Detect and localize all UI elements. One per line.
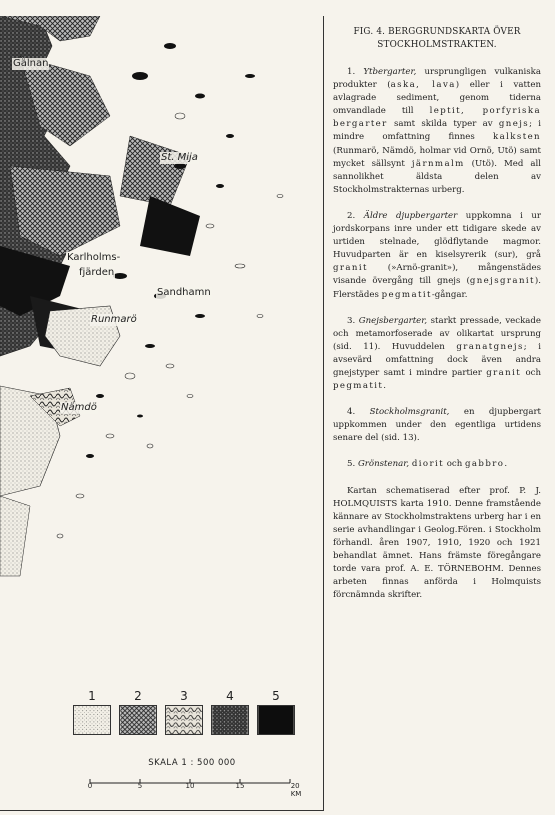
legend-item-1: 1 bbox=[72, 689, 112, 739]
scale-tick: 20 KM bbox=[290, 782, 302, 798]
legend-swatch-black bbox=[257, 705, 295, 735]
legend-item-2: 2 bbox=[118, 689, 158, 739]
geological-map bbox=[0, 16, 324, 811]
paragraph-2: 2. Äldre djupbergarter uppkomna i ur jordskorpans inre under ett tidigare skede av urtiden stelnade, glödflytande magmor. Huvudparten är en kiselsyrerik (sur), grå granit (»Arnö-granit»), mångenstädes visande övergång till gnejs (gnejsgranit). Flerstädes pegmatit-gångar. bbox=[333, 210, 542, 300]
place-fjarden: fjärden bbox=[79, 267, 115, 278]
place-namdo: Nämdö bbox=[61, 402, 97, 413]
paragraph-1: 1. Ytbergarter, ursprungligen vulkaniska produkter (aska, lava) eller i vatten avlagrade sediment, genom tiderna omvandlade till leptit, porfyriska bergarter samt skilda typer av gnejs; i mindre omfattning finnes kalksten (Runmarö, Nämdö, holmar vid Ornö, Utö) samt mycket sällsynt järnmalm (Utö). Med all sannolikhet äldsta delen av Stockholmstrakternas urberg. bbox=[333, 67, 542, 195]
place-galnan: Gälnan bbox=[13, 58, 49, 69]
place-runmaro: Runmarö bbox=[91, 314, 137, 325]
paragraph-3: 3. Gnejsbergarter, starkt pressade, veckade och metamorfoserade av olikartat ursprung (sid. 11). Huvuddelen granatgnejs; i avsevärd omfattning dock även andra gnejstyper samt i mindre partier granit och pegmatit. bbox=[333, 315, 541, 392]
place-st-mija: St. Mija bbox=[161, 152, 198, 163]
place-karlholms: Karlholms- bbox=[67, 252, 121, 263]
scale-tick: 0 bbox=[87, 782, 93, 790]
paragraph-6: Kartan schematiserad efter prof. P. J. HOLMQUISTS karta 1910. Denne framstående kännare av Stockholmstraktens urberg har i en serie avhandlingar i Geolog.Fören. i Stockholm förhandl. åren 1907, 1910, 1920 och 1921 behandlat ämnet. Hans främste föregångare torde vara prof. A. E. TÖRNEBOHM. Dennes arbeten finnas anförda i Holmquists förcnämnda skrifter. bbox=[333, 485, 541, 601]
scale-tick: 10 bbox=[185, 782, 195, 790]
legend-swatch-dark bbox=[211, 705, 249, 735]
scale-bar bbox=[86, 772, 306, 800]
legend-item-5: 5 bbox=[256, 689, 296, 739]
legend-item-3: 3 bbox=[164, 689, 204, 739]
legend-text-column bbox=[333, 20, 541, 615]
legend-swatch-swirl bbox=[165, 705, 203, 735]
legend-item-4: 4 bbox=[210, 689, 250, 739]
scale-title: SKALA 1 : 500 000 bbox=[148, 758, 236, 768]
scale-tick: 15 bbox=[235, 782, 245, 790]
map-legend bbox=[72, 689, 322, 739]
figure-caption: FIG. 4. BERGGRUNDSKARTA ÖVER STOCKHOLMSTRAKTEN. bbox=[353, 27, 521, 50]
legend-swatch-crosshatch bbox=[119, 705, 157, 735]
scale-line bbox=[86, 777, 306, 787]
place-sandhamn: Sandhamn bbox=[157, 287, 211, 298]
paragraph-5: 5. Grönstenar, diorit och gabbro. bbox=[347, 459, 508, 470]
paragraph-4: 4. Stockholmsgranit, en djupbergart uppkommen under den egentliga urtidens senare del (sid. 13). bbox=[333, 407, 542, 444]
map-drawing bbox=[0, 16, 324, 656]
legend-swatch-dots bbox=[73, 705, 111, 735]
scale-tick: 5 bbox=[137, 782, 143, 790]
